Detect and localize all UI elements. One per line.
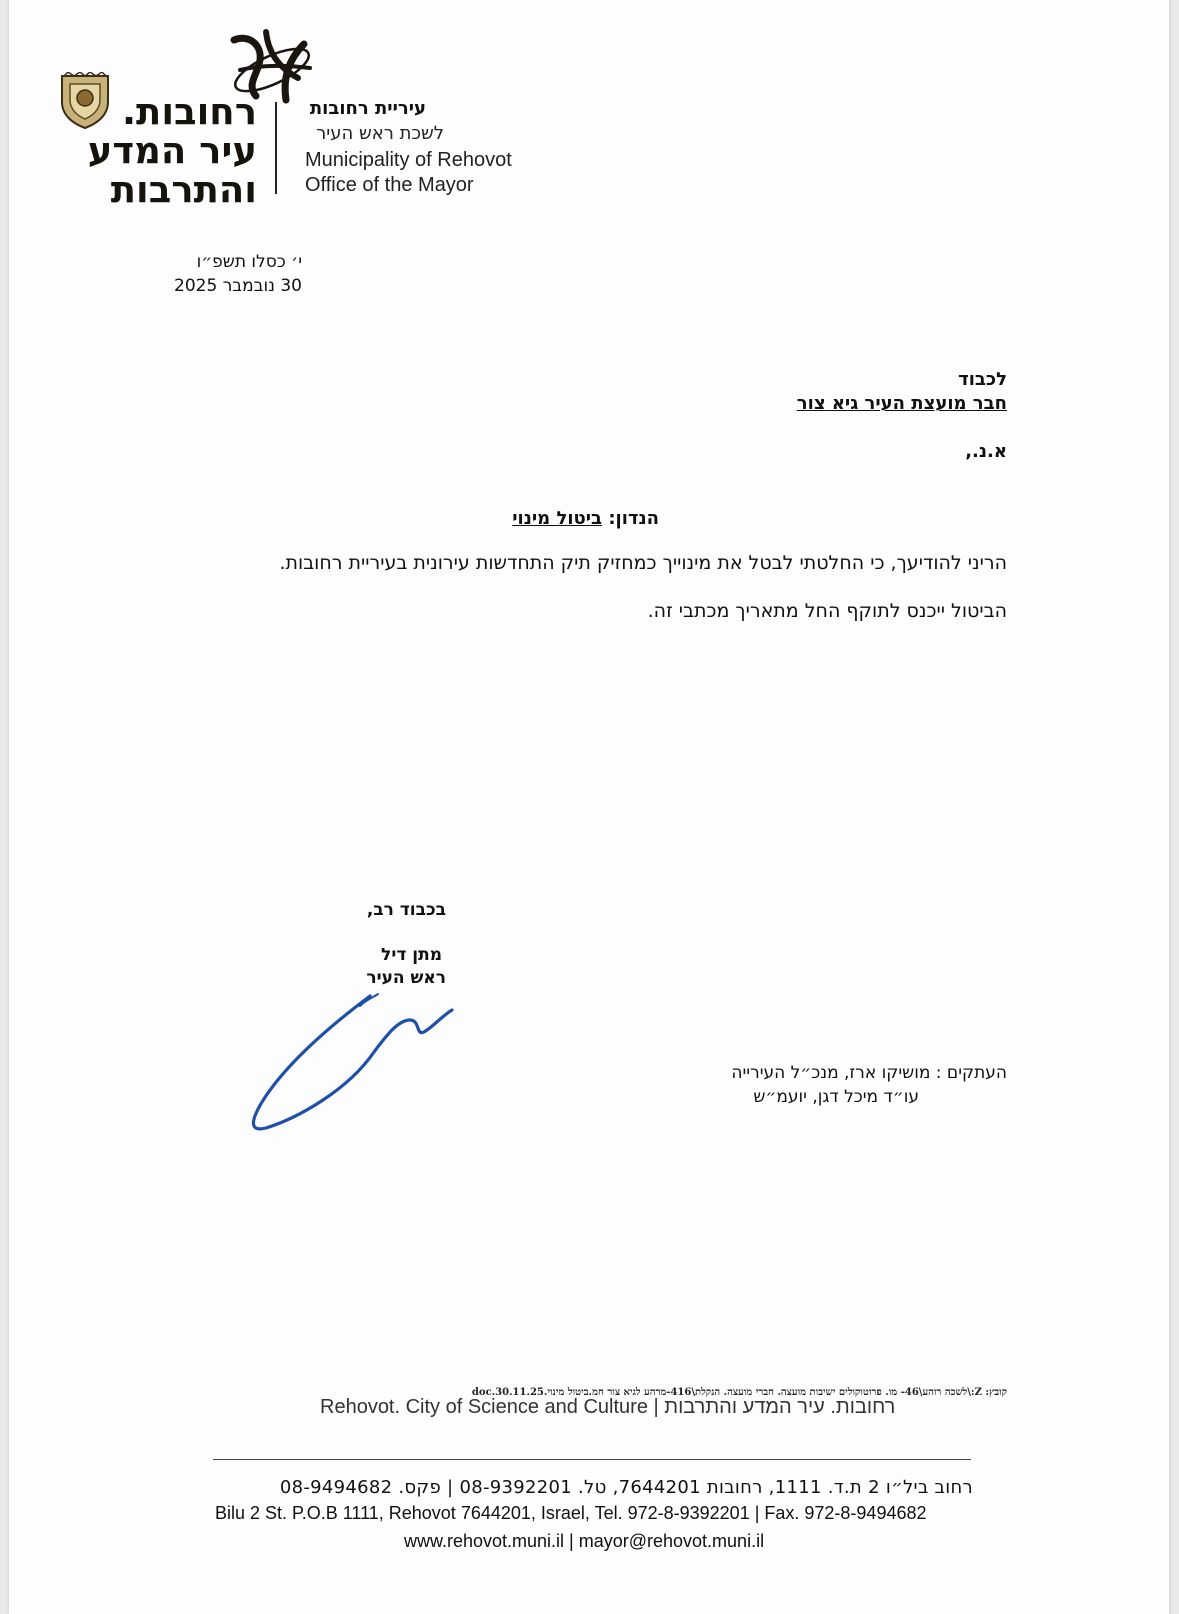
office-name-hebrew: עיריית רחובות [309,98,426,119]
body-paragraph-2: הביטול ייכנס לתוקף החל מתאריך מכתבי זה. [647,600,1007,622]
office-subtitle-hebrew: לשכת ראש העיר [316,123,444,144]
office-name-english: Municipality of Rehovot [305,149,512,171]
body-paragraph-1: הריני להודיעך, כי החלטתי לבטל את מינוייך כמחזיק תיק התחדשות עירונית בעיריית רחובות. [279,552,1007,574]
footer-tagline: Rehovot. City of Science and Culture | רחובות. עיר המדע והתרבות [320,1396,896,1418]
subject-line [512,508,659,529]
salutation: א.נ., [965,441,1007,462]
date-hebrew: י׳ כסלו תשפ״ו [196,252,302,272]
signer-name: מתן דיל [381,945,442,965]
footer-divider [213,1459,971,1460]
letter-page [9,0,1169,1614]
brand-line-3: והתרבות [110,168,257,211]
subject-label: הנדון: [608,508,659,529]
brand-line-2: עיר המדע [87,129,257,172]
footer-web-contact: www.rehovot.muni.il | mayor@rehovot.muni.il [404,1531,765,1551]
city-crest-icon [58,72,112,130]
recipient-label: לכבוד [958,369,1007,390]
subject-text: ביטול מינוי [512,508,603,529]
file-path-note: קובץ: Z:\לשכה רוהע\46- מו. פרוטוקולים ישיבות מועצה. חברי מועצה. הנקלת\416-מרהע לגיא צור חמ.ביטול מינוי.30.11.25.doc [471,1387,1007,1398]
footer-address-hebrew: רחוב ביל״ו 2 ת.ד. 1111, רחובות 7644201, טל. 08-9392201 | פקס. 08-9494682 [279,1477,973,1498]
header-divider [275,102,277,194]
copies-line-2: עו״ד מיכל דגן, יועמ״ש [753,1087,919,1107]
office-subtitle-english: Office of the Mayor [305,174,474,196]
recipient-name: חבר מועצת העיר גיא צור [796,393,1007,414]
page-edge [1169,0,1171,1614]
copies-line-1: העתקים : מושיקו ארז, מנכ״ל העירייה [731,1063,1007,1083]
footer-address-english: Bilu 2 St. P.O.B 1111, Rehovot 7644201, Israel, Tel. 972-8-9392201 | Fax. 972-8-9494682 [215,1503,927,1523]
handwritten-signature [248,990,458,1140]
closing-phrase: בכבוד רב, [366,900,446,920]
brand-line-1: רחובות. [122,90,257,133]
date-gregorian: 30 נובמבר 2025 [174,276,302,296]
signer-title: ראש העיר [366,968,446,988]
